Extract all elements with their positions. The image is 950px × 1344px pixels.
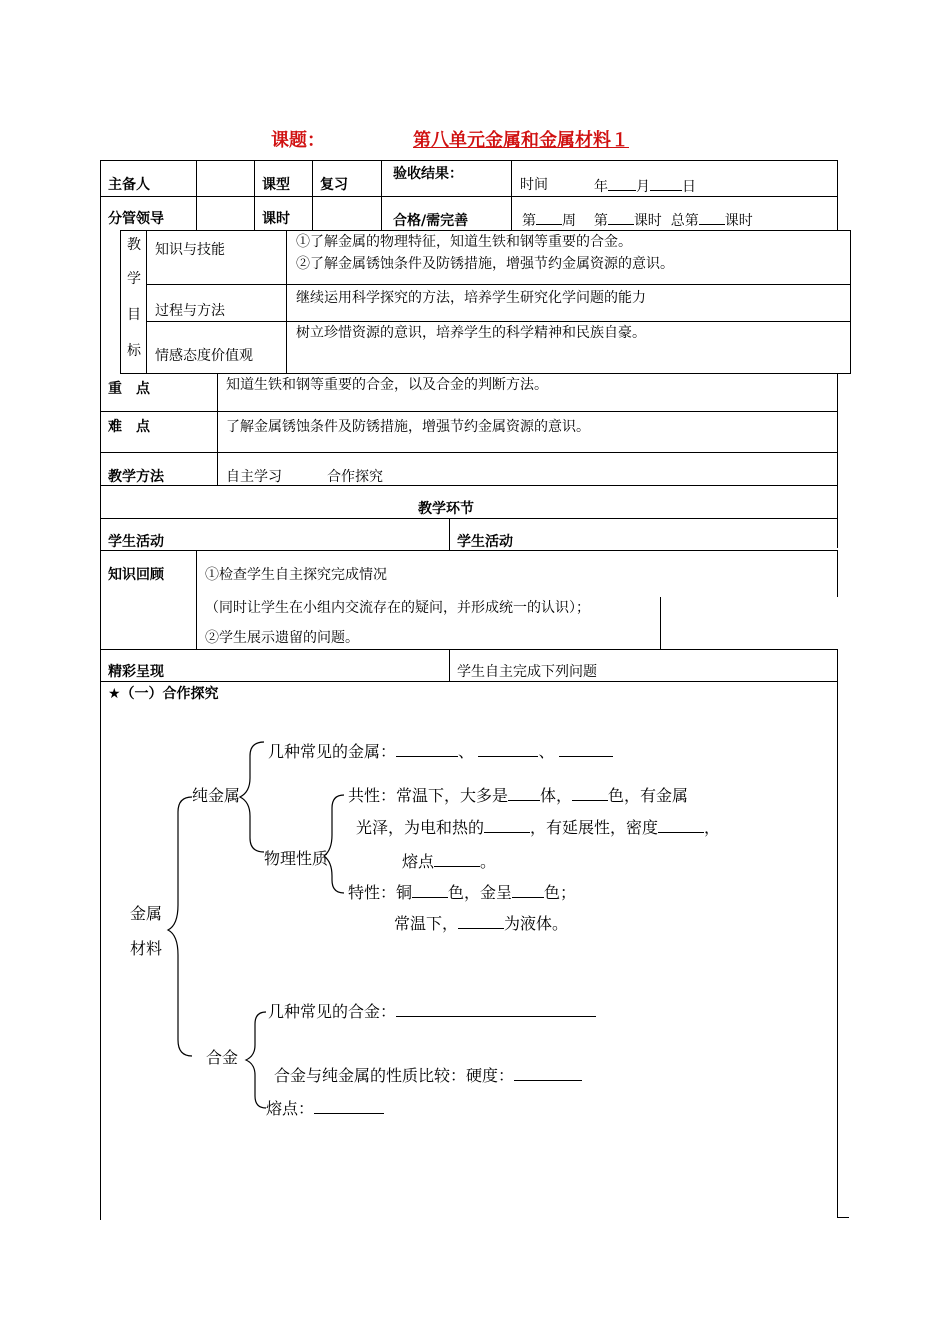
- special-1a: 特性：铜: [348, 885, 413, 902]
- review-label: 知识回顾: [108, 567, 164, 583]
- method-value-1: 自主学习: [226, 469, 282, 485]
- pure-metal-label: 纯金属: [192, 788, 241, 805]
- common-prop-1a: 共性：常温下，大多是: [348, 788, 509, 805]
- process-text: 继续运用科学探究的方法，培养学生研究化学问题的能力: [296, 290, 646, 306]
- acceptance-label: 验收结果：: [393, 166, 463, 182]
- key-point-text: 知道生铁和钢等重要的合金，以及合金的判断方法。: [226, 377, 548, 393]
- difficulty-text: 了解金属锈蚀条件及防锈措施，增强节约金属资源的意识。: [226, 419, 590, 435]
- root-label-2: 材料: [130, 941, 163, 958]
- explore-title: ★（一）合作探究: [108, 686, 219, 702]
- common-alloys-label: 几种常见的合金：: [268, 1004, 397, 1021]
- common-prop-3a: 熔点: [402, 854, 435, 871]
- day-label: 日: [682, 179, 696, 195]
- method-label: 教学方法: [108, 469, 164, 485]
- state-blank[interactable]: [508, 786, 540, 801]
- density-blank[interactable]: [658, 818, 704, 833]
- hardness-blank[interactable]: [514, 1066, 582, 1081]
- special-1c: 色；: [544, 885, 577, 902]
- alloy-melting-blank[interactable]: [314, 1099, 384, 1114]
- lesson-type-label: 课型: [262, 177, 290, 193]
- metal-blank-1[interactable]: [396, 742, 458, 757]
- periods-label: 课时: [262, 211, 290, 227]
- week-label: 周: [562, 213, 576, 229]
- alloys-blank[interactable]: [396, 1002, 596, 1017]
- leader-label: 分管领导: [108, 211, 164, 227]
- knowledge-label: 知识与技能: [155, 242, 225, 258]
- common-alloys-row: [268, 1002, 596, 1023]
- knowledge-2: ②了解金属锈蚀条件及防锈措施，增强节约金属资源的意识。: [296, 256, 674, 272]
- pass-label: 合格/需完善: [393, 213, 469, 229]
- method-value-2: 合作探究: [327, 469, 383, 485]
- key-point-label: 重 点: [108, 381, 150, 397]
- separator-1: 、: [458, 744, 475, 761]
- metal-blank-3[interactable]: [559, 742, 613, 757]
- review-line-1: ①检查学生自主探究完成情况: [205, 567, 387, 583]
- physical-brace: [324, 795, 344, 893]
- root-brace: [168, 797, 192, 1056]
- process-label: 过程与方法: [155, 303, 225, 319]
- section-title: 教学环节: [418, 501, 474, 517]
- alloy-brace: [246, 1012, 266, 1108]
- liquid-blank[interactable]: [458, 914, 504, 929]
- common-prop-2a: 光泽，为电和热的: [356, 820, 485, 837]
- conductor-blank[interactable]: [484, 818, 530, 833]
- week-prefix: 第: [522, 213, 536, 229]
- goals-side-3: 目: [127, 307, 141, 323]
- common-metals-label: 几种常见的金属：: [268, 744, 397, 761]
- special-row-2: [394, 914, 568, 935]
- title-label: 课题：: [271, 130, 325, 151]
- physical-label: 物理性质: [264, 851, 329, 868]
- special-2b: 为液体。: [504, 916, 569, 933]
- color-blank[interactable]: [572, 786, 608, 801]
- total-prefix: 总第: [670, 213, 699, 229]
- root-label-1: 金属: [130, 906, 163, 923]
- goals-side-2: 学: [127, 271, 141, 287]
- emotion-text: 树立珍惜资源的意识，培养学生的科学精神和民族自豪。: [296, 325, 646, 341]
- title-text: 第八单元金属和金属材料１: [413, 130, 629, 151]
- common-prop-row-3: [402, 852, 496, 873]
- total-label: 课时: [724, 213, 753, 229]
- lesson-label: 课时: [633, 213, 662, 229]
- activity-left: 学生活动: [108, 534, 164, 550]
- difficulty-label: 难 点: [108, 419, 150, 435]
- emotion-label: 情感态度价值观: [155, 348, 253, 364]
- pure-metal-brace: [240, 742, 264, 852]
- common-prop-2b: ，有延展性，密度: [530, 820, 659, 837]
- lesson-prefix: 第: [593, 213, 608, 229]
- melting-label: 熔点：: [266, 1101, 315, 1118]
- gold-blank[interactable]: [512, 883, 544, 898]
- lesson-type-value: 复习: [320, 177, 348, 193]
- alloy-label: 合金: [206, 1050, 239, 1067]
- preparer-label: 主备人: [108, 177, 150, 193]
- melting-row: [266, 1099, 384, 1120]
- highlight-label: 精彩呈现: [108, 664, 164, 680]
- time-label: 时间: [520, 177, 548, 193]
- compare-row: [274, 1066, 582, 1087]
- special-row-1: [348, 883, 576, 904]
- activity-right: 学生活动: [457, 534, 513, 550]
- common-prop-2c: ，: [704, 820, 721, 837]
- highlight-right: 学生自主完成下列问题: [457, 664, 597, 680]
- common-metals-row: [268, 742, 613, 763]
- common-prop-3b: 。: [480, 854, 497, 871]
- special-1b: 色，金呈: [448, 885, 513, 902]
- special-2a: 常温下，: [394, 916, 459, 933]
- common-prop-row-1: [348, 786, 688, 807]
- melting-blank[interactable]: [434, 852, 480, 867]
- review-line-2: （同时让学生在小组内交流存在的疑问，并形成统一的认识）；: [205, 600, 590, 616]
- review-line-3: ②学生展示遗留的问题。: [205, 630, 359, 646]
- common-prop-1c: 色，有金属: [608, 788, 689, 805]
- year-label: 年: [594, 179, 608, 195]
- common-prop-row-2: [356, 818, 720, 839]
- separator-2: 、: [538, 744, 555, 761]
- goals-side-1: 教: [127, 237, 141, 253]
- metal-blank-2[interactable]: [478, 742, 538, 757]
- common-prop-1b: 体，: [540, 788, 573, 805]
- goals-side-4: 标: [127, 343, 141, 359]
- copper-blank[interactable]: [412, 883, 448, 898]
- month-label: 月: [636, 179, 650, 195]
- knowledge-1: ①了解金属的物理特征，知道生铁和钢等重要的合金。: [296, 234, 632, 250]
- compare-label: 合金与纯金属的性质比较：硬度：: [274, 1068, 515, 1085]
